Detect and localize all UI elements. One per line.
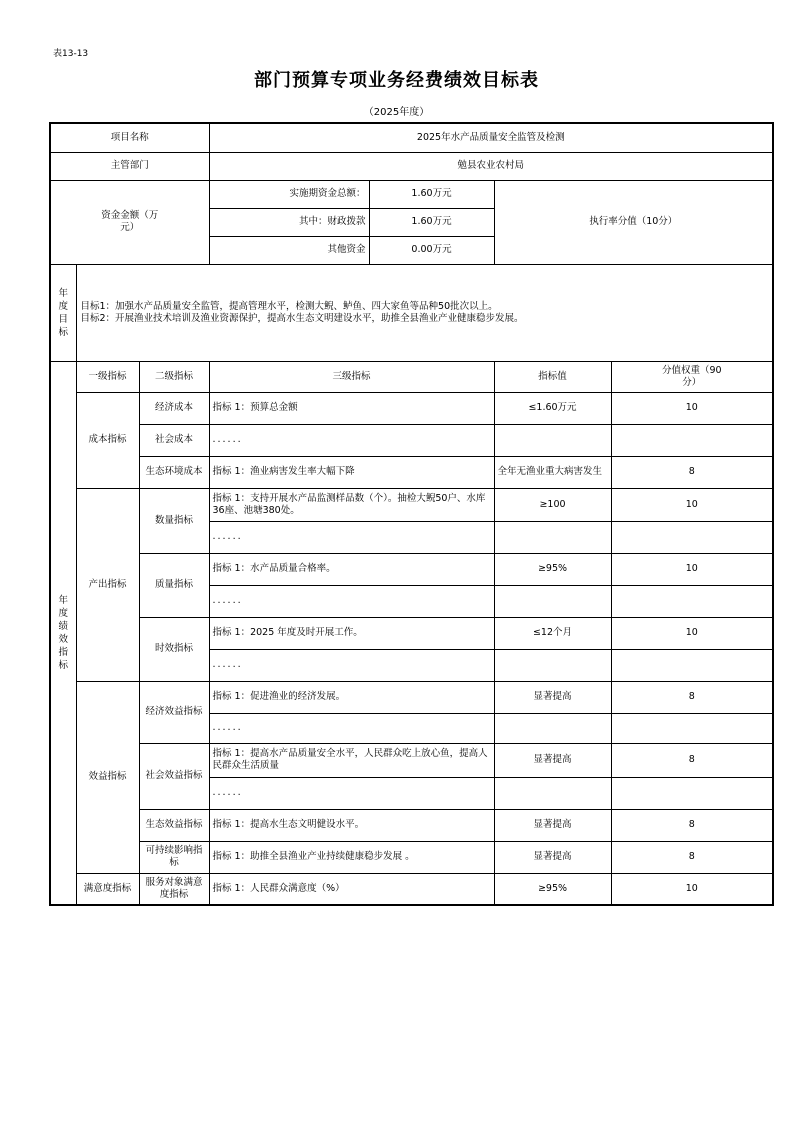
row-quality-weight: 10 — [611, 553, 773, 585]
row-econ-benefit-weight: 8 — [611, 681, 773, 713]
row-social-benefit-weight: 8 — [611, 743, 773, 777]
project-name-value: 2025年水产品质量安全监管及检测 — [209, 123, 773, 152]
goal-2: 目标2：开展渔业技术培训及渔业资源保护，提高水生态文明建设水平，助推全县渔业产业健康稳步发展。 — [80, 312, 524, 324]
row-eco-benefit-value: 显著提高 — [494, 809, 611, 841]
row-social-benefit-dots-value — [494, 777, 611, 809]
row-timeliness-value: ≤12个月 — [494, 617, 611, 649]
row-quantity-value: ≥100 — [494, 488, 611, 521]
group-cost: 成本指标 — [76, 392, 139, 488]
row-social-benefit-dots-weight — [611, 777, 773, 809]
execution-rate-label: 执行率分值（10分） — [494, 180, 773, 264]
page-title: 部门预算专项业务经费绩效目标表 — [254, 70, 539, 91]
row-timeliness-l3: 指标 1：2025 年度及时开展工作。 — [209, 617, 494, 649]
row-quantity-dots: ...... — [209, 521, 494, 553]
row-timeliness-dots-value — [494, 649, 611, 681]
project-name-label: 项目名称 — [50, 123, 209, 152]
performance-target-table — [49, 122, 774, 906]
row-econ-cost-value: ≤1.60万元 — [494, 392, 611, 424]
row-econ-cost-weight: 10 — [611, 392, 773, 424]
row-eco-benefit-weight: 8 — [611, 809, 773, 841]
row-timeliness-dots: ...... — [209, 649, 494, 681]
annual-goal-label-text: 年度目标 — [58, 287, 68, 338]
row-econ-cost-l2: 经济成本 — [139, 392, 209, 424]
annual-indicator-label — [50, 361, 76, 905]
department-label: 主管部门 — [50, 152, 209, 180]
row-satisfaction-weight: 10 — [611, 873, 773, 905]
row-eco-benefit-l2: 生态效益指标 — [139, 809, 209, 841]
table-number: 表13-13 — [53, 49, 89, 59]
funds-fiscal-label: 其中：财政拨款 — [209, 208, 369, 236]
row-social-cost-value — [494, 424, 611, 456]
funds-other-value: 0.00万元 — [369, 236, 494, 264]
row-social-cost-l3: ...... — [209, 424, 494, 456]
row-sustain-l3: 指标 1：助推全县渔业产业持续健康稳步发展 。 — [209, 841, 494, 873]
group-output: 产出指标 — [76, 488, 139, 681]
header-level1: 一级指标 — [76, 361, 139, 392]
row-quantity-l3: 指标 1：支持开展水产品监测样品数（个）。抽检大鲵50户、水库36座、池塘380处。 — [209, 488, 494, 521]
row-quantity-dots-value — [494, 521, 611, 553]
row-eco-cost-l3: 指标 1：渔业病害发生率大幅下降 — [209, 456, 494, 488]
row-quality-l3: 指标 1：水产品质量合格率。 — [209, 553, 494, 585]
row-eco-benefit-l3: 指标 1：提高水生态文明健设水平。 — [209, 809, 494, 841]
row-econ-benefit-dots-weight — [611, 713, 773, 743]
row-satisfaction-l2: 服务对象满意度指标 — [139, 873, 209, 905]
row-econ-benefit-dots-value — [494, 713, 611, 743]
funds-label — [50, 180, 209, 264]
funds-total-label: 实施期资金总额： — [209, 180, 369, 208]
row-social-benefit-l3: 指标 1：提高水产品质量安全水平，人民群众吃上放心鱼，提高人民群众生活质量 — [209, 743, 494, 777]
row-eco-cost-value: 全年无渔业重大病害发生 — [494, 456, 611, 488]
row-quality-value: ≥95% — [494, 553, 611, 585]
header-weight — [611, 361, 773, 392]
row-econ-benefit-value: 显著提高 — [494, 681, 611, 713]
row-social-benefit-l2: 社会效益指标 — [139, 743, 209, 809]
row-timeliness-weight: 10 — [611, 617, 773, 649]
fiscal-year: （2025年度） — [363, 107, 430, 118]
funds-other-label: 其他资金 — [209, 236, 369, 264]
funds-fiscal-value: 1.60万元 — [369, 208, 494, 236]
row-sustain-value: 显著提高 — [494, 841, 611, 873]
group-benefit: 效益指标 — [76, 681, 139, 873]
group-satisfaction: 满意度指标 — [76, 873, 139, 905]
header-value: 指标值 — [494, 361, 611, 392]
row-quantity-weight: 10 — [611, 488, 773, 521]
row-sustain-weight: 8 — [611, 841, 773, 873]
row-eco-cost-weight: 8 — [611, 456, 773, 488]
header-weight-text: 分值权重（90分） — [661, 364, 722, 388]
row-satisfaction-l3: 指标 1：人民群众满意度（%） — [209, 873, 494, 905]
row-social-benefit-dots: ...... — [209, 777, 494, 809]
row-sustain-l2: 可持续影响指标 — [139, 841, 209, 873]
row-timeliness-dots-weight — [611, 649, 773, 681]
row-social-benefit-value: 显著提高 — [494, 743, 611, 777]
annual-indicator-label-text: 年度绩效指标 — [58, 594, 68, 671]
funds-total-value: 1.60万元 — [369, 180, 494, 208]
header-level3: 三级指标 — [209, 361, 494, 392]
row-social-cost-l2: 社会成本 — [139, 424, 209, 456]
row-quantity-l2: 数量指标 — [139, 488, 209, 553]
row-econ-benefit-l2: 经济效益指标 — [139, 681, 209, 743]
department-value: 勉县农业农村局 — [209, 152, 773, 180]
row-quality-dots-value — [494, 585, 611, 617]
row-quality-dots-weight — [611, 585, 773, 617]
row-quality-dots: ...... — [209, 585, 494, 617]
row-quantity-dots-weight — [611, 521, 773, 553]
row-timeliness-l2: 时效指标 — [139, 617, 209, 681]
row-quality-l2: 质量指标 — [139, 553, 209, 617]
row-eco-cost-l2: 生态环境成本 — [139, 456, 209, 488]
header-level2: 二级指标 — [139, 361, 209, 392]
row-econ-cost-l3: 指标 1：预算总金额 — [209, 392, 494, 424]
annual-goal-label — [50, 264, 76, 361]
row-econ-benefit-dots: ...... — [209, 713, 494, 743]
funds-label-text: 资金金额（万元） — [101, 210, 159, 233]
row-social-cost-weight — [611, 424, 773, 456]
row-econ-benefit-l3: 指标 1：促进渔业的经济发展。 — [209, 681, 494, 713]
row-satisfaction-value: ≥95% — [494, 873, 611, 905]
goal-1: 目标1：加强水产品质量安全监管，提高管理水平，检测大鲵、鲈鱼、四大家鱼等品种50批次以上。 — [80, 300, 498, 312]
annual-goals — [76, 264, 773, 361]
